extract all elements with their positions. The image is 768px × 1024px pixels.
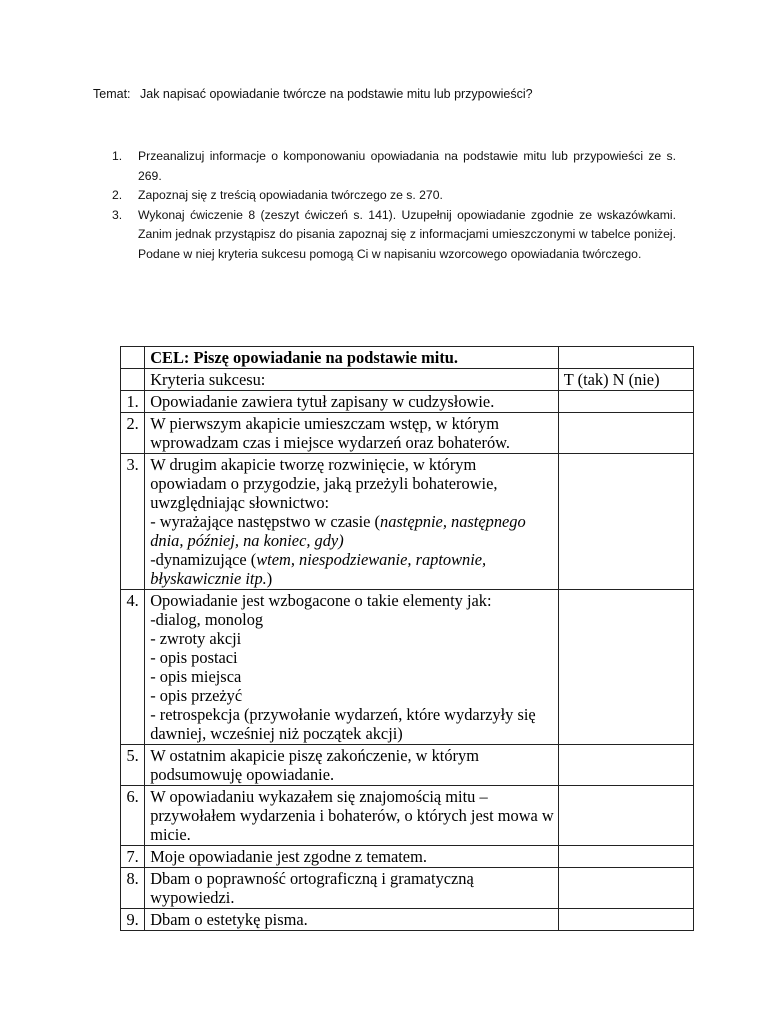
- task-text: Przeanalizuj informacje o komponowaniu opowiadania na podstawie mitu lub przypowieści ze s. 269.: [138, 149, 676, 183]
- row-number: 1.: [121, 391, 145, 413]
- row-number: 6.: [121, 786, 145, 846]
- row-number: 5.: [121, 745, 145, 786]
- mark-cell[interactable]: [558, 745, 693, 786]
- task-number: 1.: [112, 149, 123, 163]
- table-row: [121, 786, 694, 846]
- task-number: 2.: [112, 188, 123, 202]
- topic-text: Jak napisać opowiadanie twórcze na podstawie mitu lub przypowieści?: [140, 87, 533, 101]
- mark-cell[interactable]: [558, 786, 693, 846]
- criterion-text: W pierwszym akapicie umieszczam wstęp, w którym wprowadzam czas i miejsce wydarzeń oraz bohaterów.: [145, 413, 559, 454]
- task-number: 3.: [112, 207, 123, 222]
- subitem-lead: -dynamizujące (: [150, 550, 257, 569]
- lesson-topic: [93, 87, 533, 101]
- mark-cell[interactable]: [558, 413, 693, 454]
- subitem-close: ): [266, 569, 273, 588]
- task-text: Wykonaj ćwiczenie 8 (zeszyt ćwiczeń s. 141). Uzupełnij opowiadanie zgodnie ze wskazówkami. Zanim jednak przystąpisz do pisania zapoznaj się z informacjami umieszczonymi w tabelce poniżej. Podane w niej kryteria sukcesu pomogą Ci w napisaniu wzorcowego opowiadania twórczego.: [138, 207, 676, 261]
- task-item: [110, 186, 676, 206]
- mark-cell[interactable]: [558, 909, 693, 931]
- criterion-subitem: [150, 550, 554, 588]
- criterion-text: Opowiadanie zawiera tytuł zapisany w cudzysłowie.: [145, 391, 559, 413]
- table-cell: [121, 347, 145, 369]
- table-row: [121, 413, 694, 454]
- criterion-subitem: - retrospekcja (przywołanie wydarzeń, które wydarzyły się dawniej, wcześniej niż początek akcji): [150, 705, 536, 743]
- criterion-text: [145, 454, 559, 590]
- topic-label: Temat:: [93, 87, 131, 101]
- criterion-text: Dbam o poprawność ortograficzną i gramatyczną wypowiedzi.: [145, 868, 559, 909]
- table-row: [121, 846, 694, 868]
- table-row: [121, 454, 694, 590]
- criterion-subitem: - zwroty akcji: [150, 629, 242, 648]
- task-list: [110, 147, 676, 264]
- row-number: 9.: [121, 909, 145, 931]
- row-number: 3.: [121, 454, 145, 590]
- mark-cell[interactable]: [558, 846, 693, 868]
- table-row: [121, 590, 694, 745]
- table-row: [121, 391, 694, 413]
- criterion-subitem: - opis postaci: [150, 648, 238, 667]
- table-cell: [121, 369, 145, 391]
- task-item: [110, 206, 676, 265]
- mark-cell[interactable]: [558, 454, 693, 590]
- row-number: 7.: [121, 846, 145, 868]
- criteria-header: Kryteria sukcesu:: [145, 369, 559, 391]
- goal-row: [121, 347, 694, 369]
- table-row: [121, 868, 694, 909]
- criterion-subitem: -dialog, monolog: [150, 610, 264, 629]
- mark-cell[interactable]: [558, 347, 693, 369]
- table-row: [121, 745, 694, 786]
- row-number: 4.: [121, 590, 145, 745]
- row-number: 2.: [121, 413, 145, 454]
- task-text: Zapoznaj się z treścią opowiadania twórczego ze s. 270.: [138, 188, 443, 202]
- mark-cell[interactable]: [558, 391, 693, 413]
- subitem-examples: wtem, niespodziewanie, raptownie, błyskawicznie itp.: [150, 550, 487, 588]
- criterion-intro: Opowiadanie jest wzbogacone o takie elementy jak:: [150, 591, 492, 610]
- task-item: [110, 147, 676, 186]
- criterion-text: W opowiadaniu wykazałem się znajomością mitu – przywołałem wydarzenia i bohaterów, o których jest mowa w micie.: [145, 786, 559, 846]
- mark-cell[interactable]: [558, 590, 693, 745]
- row-number: 8.: [121, 868, 145, 909]
- criterion-text: [145, 590, 559, 745]
- success-criteria-table: [120, 346, 694, 931]
- criterion-subitem: - opis przeżyć: [150, 686, 243, 705]
- subitem-lead: - wyrażające następstwo w czasie (: [150, 512, 381, 531]
- criterion-text: Dbam o estetykę pisma.: [145, 909, 559, 931]
- criterion-text: Moje opowiadanie jest zgodne z tematem.: [145, 846, 559, 868]
- criterion-intro: W drugim akapicie tworzę rozwinięcie, w którym opowiadam o przygodzie, jaką przeżyli bohaterowie, uwzględniając słownictwo:: [150, 455, 498, 512]
- goal-cell: CEL: Piszę opowiadanie na podstawie mitu.: [145, 347, 559, 369]
- header-row: [121, 369, 694, 391]
- criterion-text: W ostatnim akapicie piszę zakończenie, w którym podsumowuję opowiadanie.: [145, 745, 559, 786]
- criterion-subitem: - opis miejsca: [150, 667, 242, 686]
- criterion-subitem: [150, 512, 554, 550]
- mark-header: T (tak) N (nie): [558, 369, 693, 391]
- table-row: [121, 909, 694, 931]
- subitem-examples: następnie, następnego dnia, później, na koniec, gdy): [150, 512, 526, 550]
- mark-cell[interactable]: [558, 868, 693, 909]
